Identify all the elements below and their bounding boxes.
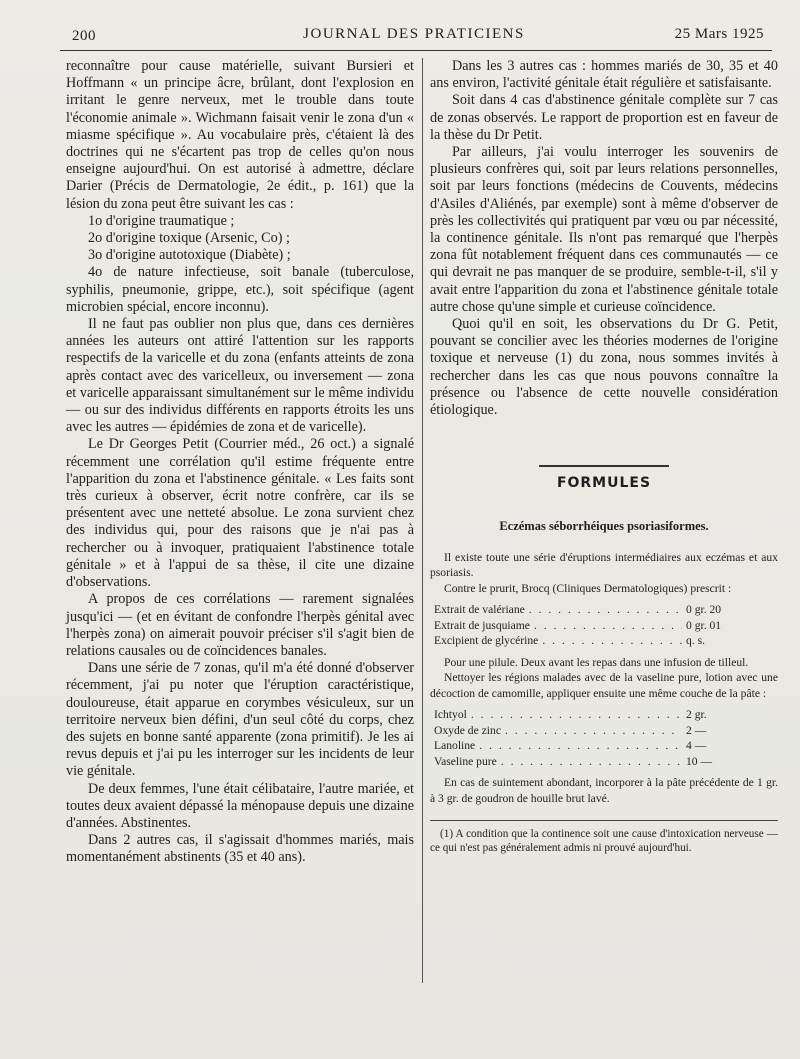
journal-title: JOURNAL DES PRATICIENS [303, 26, 525, 42]
leader-dots [505, 723, 682, 739]
footnote-rule [430, 820, 778, 821]
ingredient-quantity: 2 gr. [686, 708, 707, 722]
ingredient-quantity: 0 gr. 01 [686, 618, 722, 632]
leader-dots [542, 633, 682, 649]
paragraph: A propos de ces corrélations — rarement signalées jusqu'ici — (et en évitant de confondre l'herpès génital avec l'herpès zona) on aimerait pouvoir préciser s'il s'agit bien de relations causales ou de coïncidences banales. [66, 591, 414, 659]
left-column [66, 58, 414, 867]
paragraph: Pour une pilule. Deux avant les repas dans une infusion de tilleul. [444, 655, 749, 669]
footnote [430, 827, 778, 855]
right-column-text [430, 58, 778, 419]
running-head [64, 26, 764, 48]
leader-dots [501, 754, 682, 770]
ingredient-name: Excipient de glycérine [434, 634, 539, 648]
recipe-row [434, 723, 778, 739]
formula-body [430, 550, 778, 807]
ingredient-name: Vaseline pure [434, 754, 497, 768]
paragraph: Soit dans 4 cas d'abstinence génitale complète sur 7 cas de zonas observés. Le rapport de proportion est en faveur de la thèse du Dr Petit. [430, 92, 778, 143]
ingredient-name: Extrait de valériane [434, 603, 525, 617]
leader-dots [479, 738, 682, 754]
leader-dots [529, 602, 682, 618]
paragraph: Il ne faut pas oublier non plus que, dans ces dernières années les auteurs ont attiré l'attention sur les rapports respectifs de la varicelle et du zona (enfants atteints de zona après contact avec des varicelleux, ou inversement — zona et varicelle apparaissant simultanément sur le même individu — ou sur des individus différents en rapports étroits les uns avec les autres — épidémies de zona et de varicelle). [66, 316, 414, 436]
paragraph: Par ailleurs, j'ai voulu interroger les souvenirs de plusieurs confrères qui, soit par leurs relations personnelles, soit par leurs fonctions (médecins de Couvents, médecins d'Asiles d'Aliénés, par exemple) sont à même d'observer de près les collectivités qui pratiquent par vœu ou par nécessité, la continence génitale. Ils n'ont pas remarqué que l'herpès zona fût notablement fréquent dans ces communautés — ce qui devrait ne pas manquer de se produire, semble-t-il, s'il y avait entre l'apparition du zona et l'abstinence génitale totale autre chose qu'une simple et curieuse coïncidence. [430, 144, 778, 315]
paragraph: Le Dr Georges Petit (Courrier méd., 26 oct.) a signalé récemment une corrélation qu'il estime fréquente entre l'apparition du zona et l'abstinence génitale. « Les faits sont très curieux à observer, écrit notre confrère, car ils se présentent avec une netteté absolue. Le zona survient chez des individus qui, pour des raisons que je n'ai pas à rechercher ou à invoquer, pratiquaient l'abstinence totale génitale » et à l'appui de sa thèse, il cite une dizaine d'observations. [66, 436, 414, 591]
paragraph: En cas de suintement abondant, incorporer à la pâte précédente de 1 gr. à 3 gr. de goudron de houille brut lavé. [430, 776, 778, 805]
recipe-row [434, 618, 778, 634]
recipe-row [434, 633, 778, 649]
ingredient-name: Extrait de jusquiame [434, 618, 530, 632]
list-item: 4o de nature infectieuse, soit banale (tuberculose, syphilis, pneumonie, grippe, etc.), soit spécifique (agent microbien spécial, encore inconnu). [66, 264, 414, 315]
recipe-list [434, 707, 778, 769]
recipe-row [434, 738, 778, 754]
paragraph: Dans une série de 7 zonas, qu'il m'a été donné d'observer récemment, j'ai pu noter que l'éruption caractéristique, douloureuse, était apparue en corymbes vésiculeux, sur un territoire nerveux bien défini, d'un seul côté du corps, chez des sujets en bonne santé apparente (zona primitif). Je les ai revus depuis et j'ai pu les interroger sur les incidents de leur vie génitale. [66, 660, 414, 780]
leader-dots [534, 618, 682, 634]
paragraph: Quoi qu'il en soit, les observations du Dr G. Petit, pouvant se concilier avec les théories modernes de l'origine toxique et nerveuse (1) du zona, nous sommes invités à rechercher dans les cas que nous pouvons connaître la présence ou l'absence de cette nouvelle considération étiologique. [430, 316, 778, 419]
recipe-row [434, 707, 778, 723]
list-item: 2o d'origine toxique (Arsenic, Co) ; [88, 230, 290, 247]
ingredient-name: Oxyde de zinc [434, 723, 501, 737]
paragraph: Nettoyer les régions malades avec de la vaseline pure, lotion avec une décoction de camomille, appliquer ensuite une même couche de la pâte : [430, 671, 778, 700]
page-number: 200 [72, 28, 96, 44]
ingredient-quantity: 0 gr. 20 [686, 603, 722, 617]
right-column [430, 58, 778, 855]
recipe-list [434, 602, 778, 649]
formula-title: Eczémas séborrhéiques psoriasiformes. [499, 519, 709, 534]
section-title: FORMULES [556, 475, 652, 492]
section-rule [539, 465, 669, 467]
issue-date: 25 Mars 1925 [674, 26, 764, 42]
paragraph: Contre le prurit, Brocq (Cliniques Dermatologiques) prescrit : [444, 581, 732, 595]
ingredient-name: Ichtyol [434, 708, 467, 722]
recipe-row [434, 602, 778, 618]
column-divider [422, 58, 423, 983]
ingredient-quantity: 2 — [686, 723, 707, 737]
footnote-text: (1) A condition que la continence soit une cause d'intoxication nerveuse — ce qui n'est pas généralement admis ni prouvé aujourd'hui. [430, 828, 778, 855]
paragraph: Dans les 3 autres cas : hommes mariés de 30, 35 et 40 ans environ, l'activité génitale était régulière et satisfaisante. [430, 58, 778, 92]
ingredient-quantity: 10 — [686, 754, 713, 768]
paragraph: De deux femmes, l'une était célibataire, l'autre mariée, et toutes deux avaient dépassé la ménopause depuis une dizaine d'années. Abstinentes. [66, 780, 414, 831]
paragraph: Dans 2 autres cas, il s'agissait d'hommes mariés, mais momentanément abstinents (35 et 40 ans). [66, 832, 414, 866]
recipe-row [434, 754, 778, 770]
ingredient-quantity: q. s. [686, 634, 706, 648]
header-rule [60, 50, 772, 51]
ingredient-name: Lanoline [434, 739, 476, 753]
paragraph: reconnaître pour cause matérielle, suivant Bursieri et Hoffmann « un principe âcre, brûlant, dont l'explosion en irritant le genre nerveux, met le trouble dans toute l'économie animale ». Wichmann faisait venir le zona d'un « miasme spécifique ». Au vocabulaire près, c'étaient là des doctrines qui ne s'écartent pas trop de celles qu'on nous enseigne aujourd'hui. On est autorisé à admettre, déclare Darier (Précis de Dermatologie, 2e édit., p. 161) que la lésion du zona peut être suivant les cas : [66, 58, 414, 212]
list-item: 1o d'origine traumatique ; [88, 212, 235, 229]
leader-dots [471, 707, 682, 723]
list-item: 3o d'origine autotoxique (Diabète) ; [88, 247, 291, 264]
paragraph: Il existe toute une série d'éruptions intermédiaires aux eczémas et aux psoriasis. [430, 550, 778, 580]
ingredient-quantity: 4 — [686, 739, 707, 753]
